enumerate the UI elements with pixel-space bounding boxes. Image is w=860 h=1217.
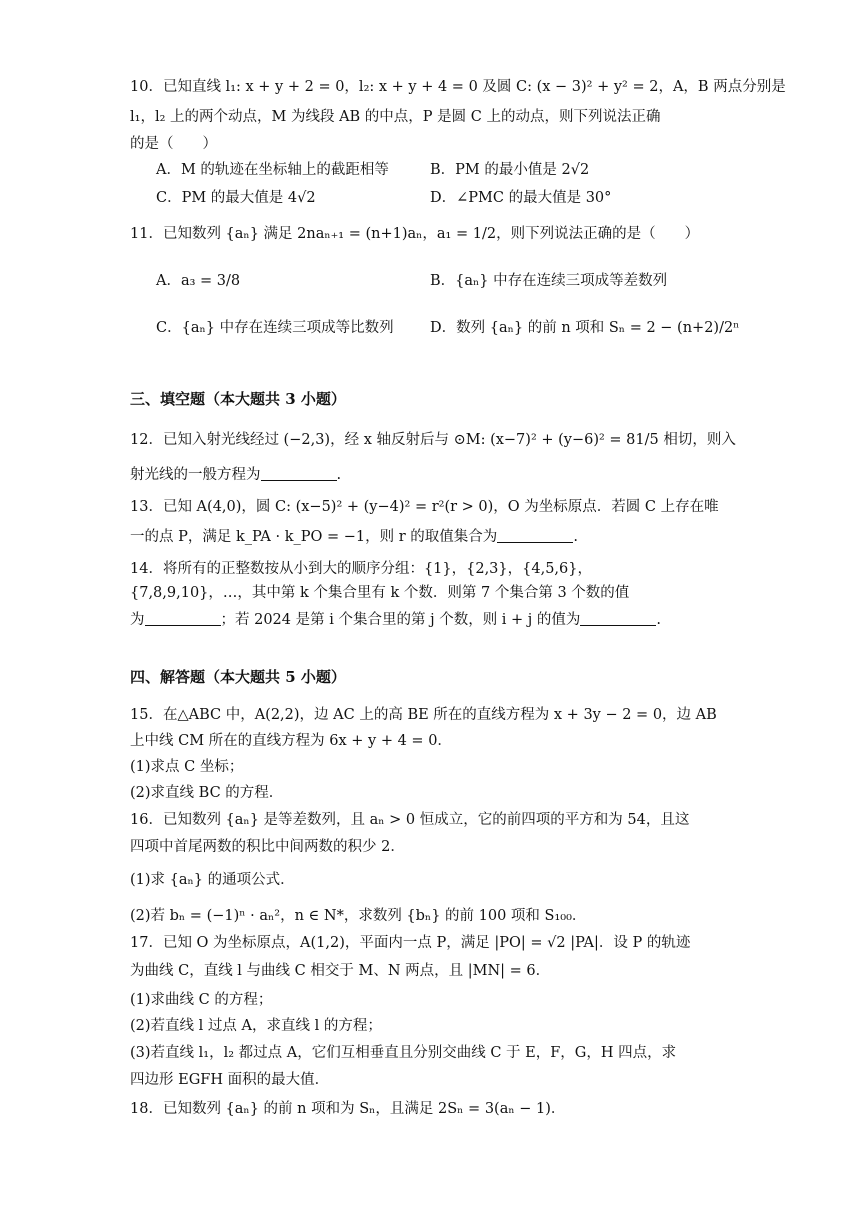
q10-line-1: 10．已知直线 l₁: x + y + 2 = 0，l₂: x + y + 4 = 0 及圆 C: (x − 3)² + y² = 2，A，B 两点分别是 xyxy=(130,79,786,95)
q14-text-a: 为 xyxy=(130,612,145,628)
q10-line-3: 的是（ ） xyxy=(130,136,217,152)
q17-line-1: 17．已知 O 为坐标原点，A(1,2)，平面内一点 P，满足 |PO| = √2 |PA|．设 P 的轨迹 xyxy=(130,935,691,951)
q13-period: . xyxy=(573,529,578,545)
q17-part-2: (2)若直线 l 过点 A，求直线 l 的方程； xyxy=(130,1018,382,1034)
q16-part-1: (1)求 {aₙ} 的通项公式． xyxy=(130,872,295,888)
q10-option-d: D．∠PMC 的最大值是 30° xyxy=(430,190,612,206)
q14-period: . xyxy=(656,612,662,628)
q13-line-2 xyxy=(130,527,730,547)
q15-line-1: 15．在△ABC 中，A(2,2)，边 AC 上的高 BE 所在的直线方程为 x + 3y − 2 = 0，边 AB xyxy=(130,707,717,723)
q11-option-d: D．数列 {aₙ} 的前 n 项和 Sₙ = 2 − (n+2)/2ⁿ xyxy=(430,320,740,336)
q12-answer-blank[interactable] xyxy=(261,466,337,481)
q11-stem: 11．已知数列 {aₙ} 满足 2naₙ₊₁ = (n+1)aₙ，a₁ = 1/2，则下列说法正确的是（ ） xyxy=(130,226,700,242)
q10-line-2: l₁，l₂ 上的两个动点，M 为线段 AB 的中点，P 是圆 C 上的动点，则下列说法正确 xyxy=(130,109,661,125)
q18-line-1: 18．已知数列 {aₙ} 的前 n 项和为 Sₙ，且满足 2Sₙ = 3(aₙ − 1)． xyxy=(130,1101,566,1117)
q17-part-1: (1)求曲线 C 的方程； xyxy=(130,992,273,1008)
q12-text: 射光线的一般方程为 xyxy=(130,467,261,483)
q14-text-b: ；若 2024 是第 i 个集合里的第 j 个数，则 i + j 的值为 xyxy=(220,612,581,628)
q16-line-2: 四项中首尾两数的积比中间两数的积少 2． xyxy=(130,839,405,855)
q12-line-1: 12．已知入射光线经过 (−2,3)，经 x 轴反射后与 ⊙M: (x−7)² + (y−6)² = 81/5 相切，则入 xyxy=(130,432,736,448)
q15-part-2: (2)求直线 BC 的方程． xyxy=(130,785,284,801)
q14-line-2: {7,8,9,10}，…，其中第 k 个集合里有 k 个数．则第 7 个集合第 3 个数的值 xyxy=(130,585,630,601)
q11-option-b: B．{aₙ} 中存在连续三项成等差数列 xyxy=(430,273,668,289)
q15-line-2: 上中线 CM 所在的直线方程为 6x + y + 4 = 0． xyxy=(130,733,452,749)
q13-answer-blank[interactable] xyxy=(497,528,573,543)
q10-option-a: A．M 的轨迹在坐标轴上的截距相等 xyxy=(156,162,389,178)
q11-option-a: A．a₃ = 3/8 xyxy=(156,273,241,289)
q10-option-c: C．PM 的最大值是 4√2 xyxy=(156,190,316,206)
q11-option-c: C．{aₙ} 中存在连续三项成等比数列 xyxy=(156,320,394,336)
q12-line-2 xyxy=(130,465,730,485)
q17-line-2: 为曲线 C，直线 l 与曲线 C 相交于 M、N 两点，且 |MN| = 6． xyxy=(130,963,551,979)
section-3-heading: 三、填空题（本大题共 3 小题） xyxy=(130,390,346,408)
q16-part-2: (2)若 bₙ = (−1)ⁿ · aₙ²，n ∈ N*，求数列 {bₙ} 的前 100 项和 S₁₀₀． xyxy=(130,908,587,924)
q10-option-b: B．PM 的最小值是 2√2 xyxy=(430,162,590,178)
q12-period: . xyxy=(336,467,342,483)
q17-part-3-line-2: 四边形 EGFH 面积的最大值． xyxy=(130,1072,330,1088)
q14-answer-blank-1[interactable] xyxy=(145,611,221,626)
q14-answer-blank-2[interactable] xyxy=(580,611,656,626)
q13-line-1: 13．已知 A(4,0)，圆 C: (x−5)² + (y−4)² = r²(r > 0)，O 为坐标原点．若圆 C 上存在唯 xyxy=(130,499,719,515)
q14-line-1: 14．将所有的正整数按从小到大的顺序分组：{1}，{2,3}，{4,5,6}， xyxy=(130,561,592,577)
q15-part-1: (1)求点 C 坐标； xyxy=(130,759,244,775)
q13-text: 一的点 P，满足 k_PA · k_PO = −1，则 r 的取值集合为 xyxy=(130,529,498,545)
section-4-heading: 四、解答题（本大题共 5 小题） xyxy=(130,668,346,686)
q17-part-3-line-1: (3)若直线 l₁，l₂ 都过点 A，它们互相垂直且分别交曲线 C 于 E，F，G，H 四点，求 xyxy=(130,1045,677,1061)
q16-line-1: 16．已知数列 {aₙ} 是等差数列，且 aₙ > 0 恒成立，它的前四项的平方和为 54，且这 xyxy=(130,812,690,828)
q14-line-3 xyxy=(130,610,730,630)
